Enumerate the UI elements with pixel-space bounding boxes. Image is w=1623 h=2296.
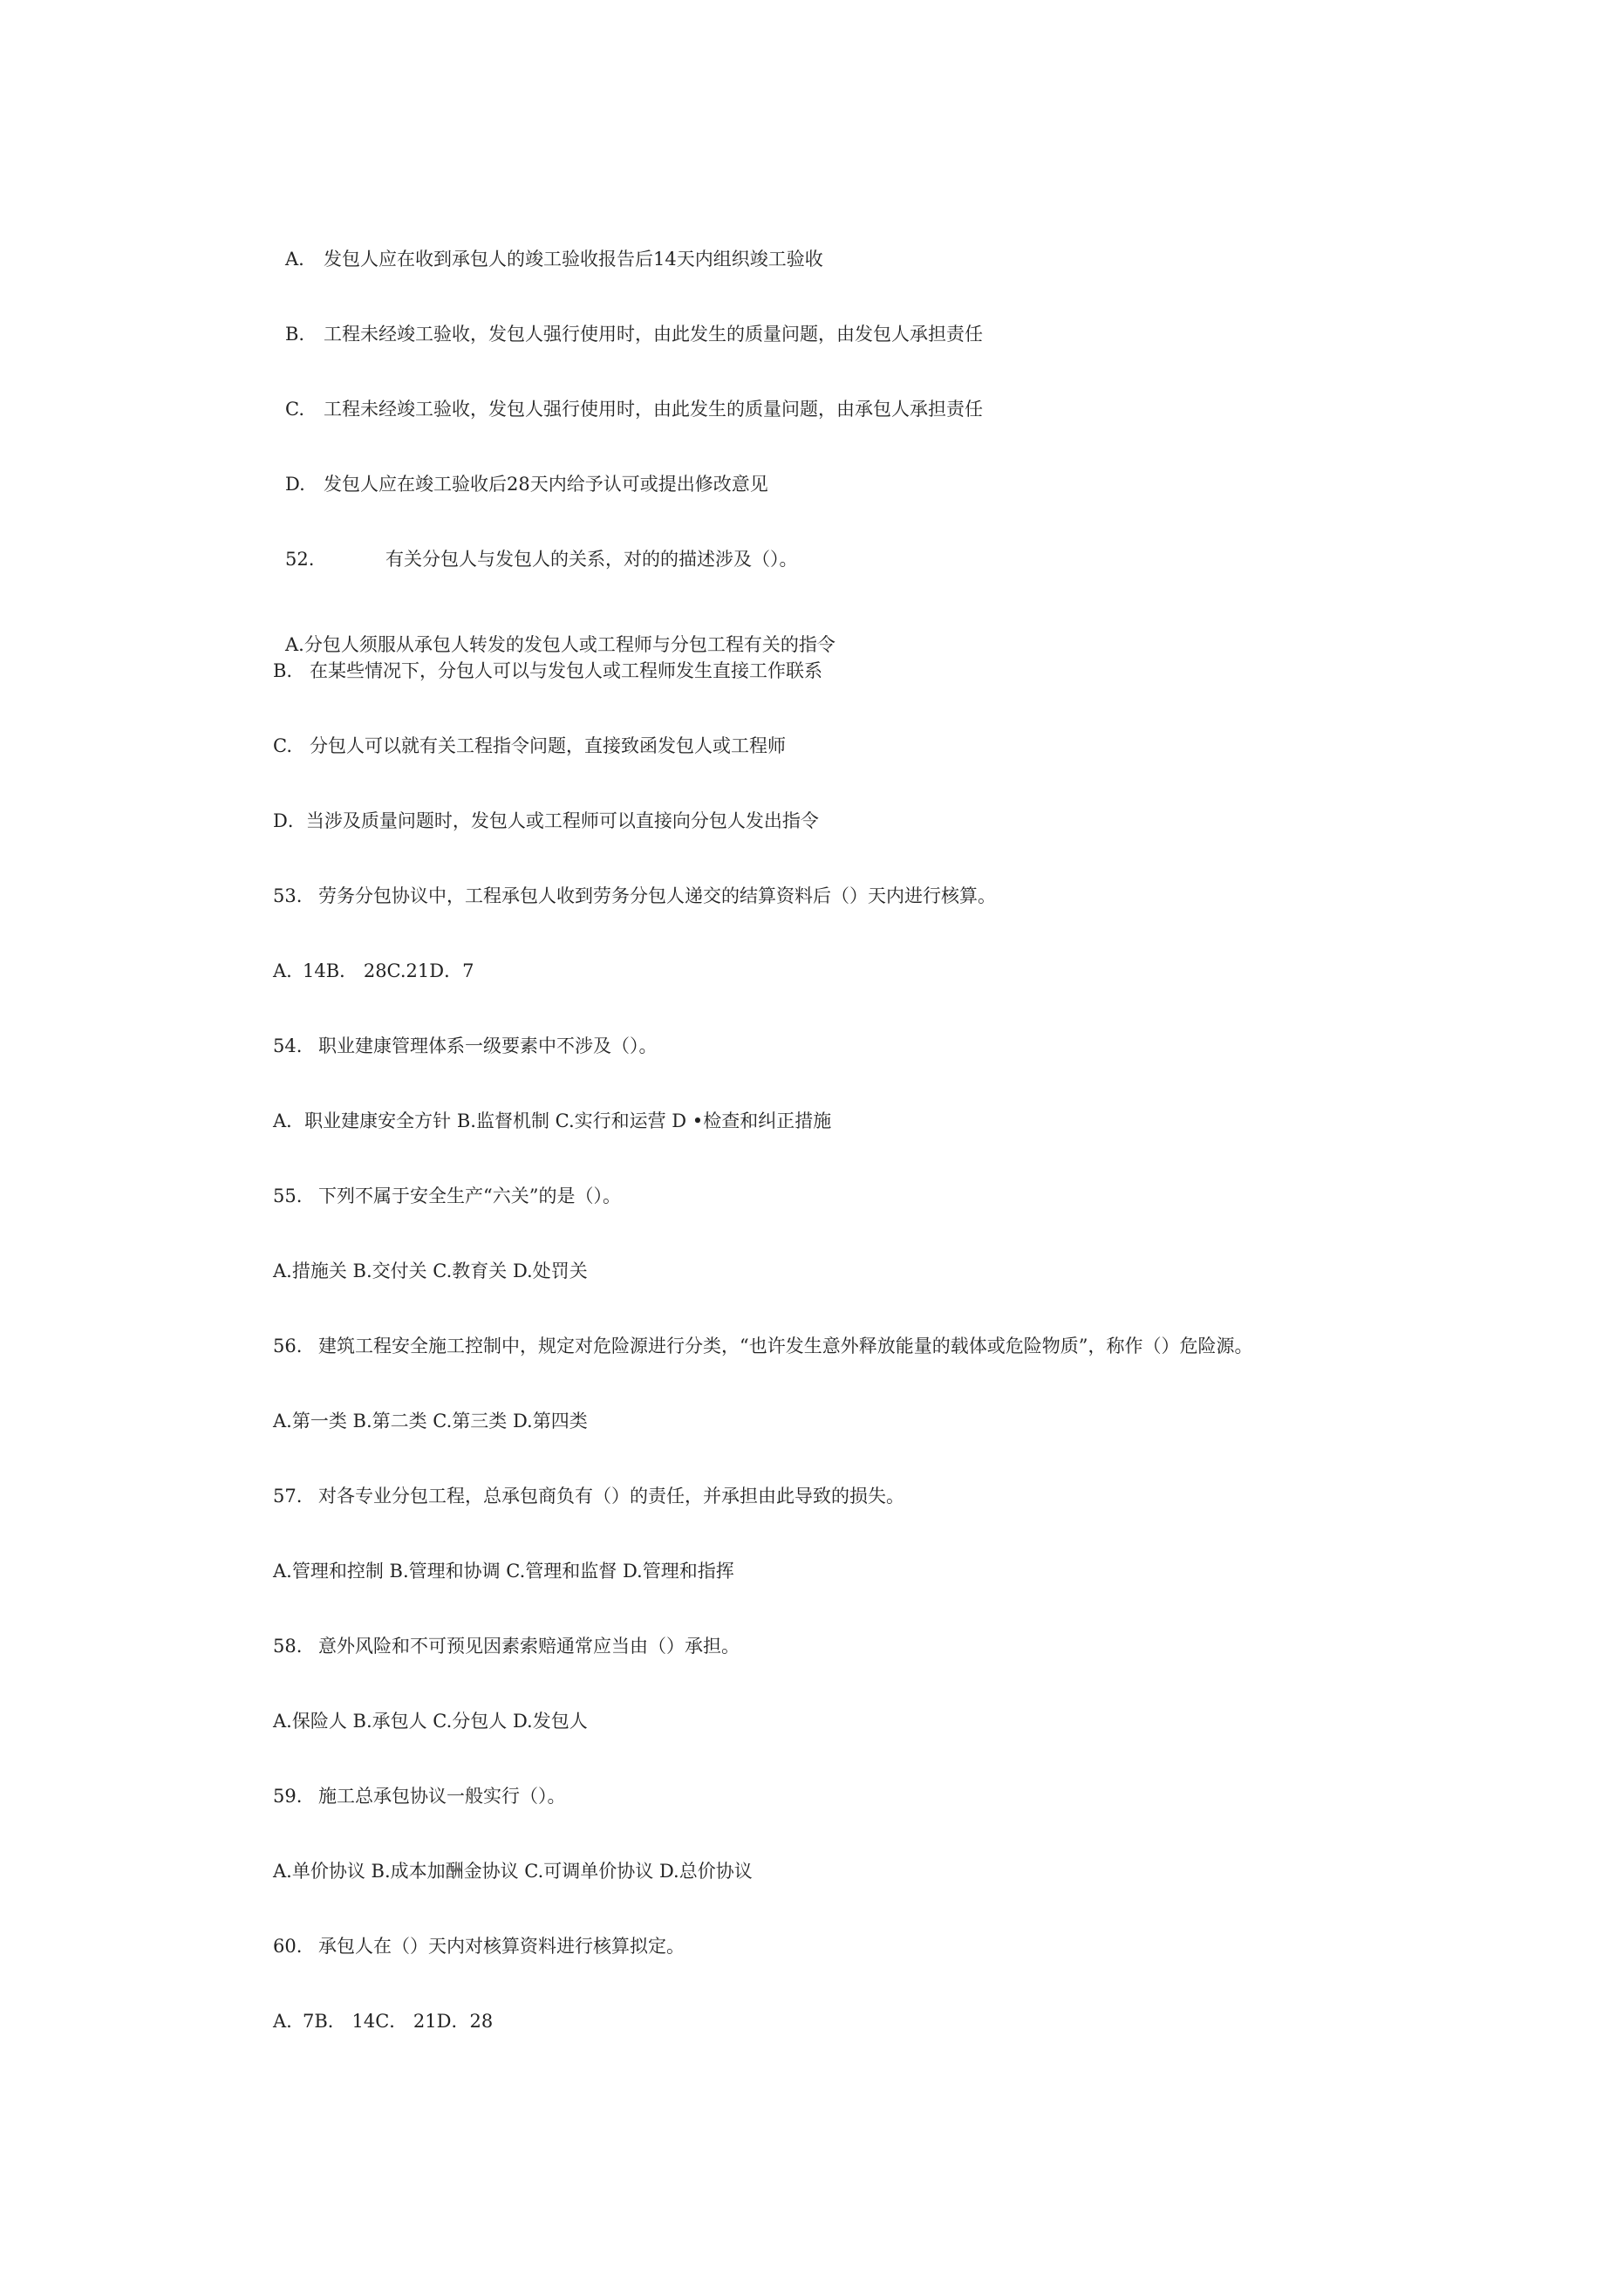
option-text: A.分包人须服从承包人转发的发包人或工程师与分包工程有关的指令: [285, 634, 835, 655]
option-label: B.: [285, 324, 305, 345]
question-line: [273, 1485, 904, 1507]
option-label: B.: [273, 660, 293, 681]
option-line: [273, 960, 474, 982]
question-text: 建筑工程安全施工控制中，规定对危险源进行分类，“也许发生意外释放能量的载体或危险物质”，称作（）危险源。: [318, 1336, 1253, 1356]
question-number: 57.: [273, 1486, 303, 1507]
option-line: [273, 810, 819, 832]
question-line: [273, 1935, 685, 1958]
option-text: 工程未经竣工验收，发包人强行使用时，由此发生的质量问题，由承包人承担责任: [324, 399, 983, 420]
option-text: A.保险人 B.承包人 C.分包人 D.发包人: [273, 1711, 588, 1732]
option-line: [273, 1410, 588, 1432]
option-line: [273, 1560, 734, 1582]
question-number: 52.: [285, 549, 315, 570]
option-line: [273, 2010, 493, 2033]
question-text: 劳务分包协议中，工程承包人收到劳务分包人递交的结算资料后（）天内进行核算。: [318, 885, 996, 906]
option-label: C.: [273, 735, 292, 756]
question-number: 55.: [273, 1186, 303, 1206]
question-number: 53.: [273, 885, 303, 906]
option-line: [273, 1710, 588, 1732]
option-line: [285, 398, 983, 420]
option-text: A.第一类 B.第二类 C.第三类 D.第四类: [273, 1411, 588, 1432]
question-text: 对各专业分包工程，总承包商负有（）的责任，并承担由此导致的损失。: [318, 1486, 904, 1507]
option-label: A.: [285, 249, 304, 270]
option-text: A.管理和控制 B.管理和协调 C.管理和监督 D.管理和指挥: [273, 1561, 734, 1582]
option-text: A．职业建康安全方针 B.监督机制 C.实行和运营 D •检查和纠正措施: [273, 1110, 832, 1131]
option-text: D．当涉及质量问题时，发包人或工程师可以直接向分包人发出指令: [273, 810, 819, 831]
option-line: [285, 473, 768, 495]
question-number: 60.: [273, 1936, 303, 1957]
option-label: A.: [273, 2011, 292, 2032]
question-text: 施工总承包协议一般实行（）。: [318, 1786, 566, 1807]
option-line: [285, 323, 983, 345]
option-text: 工程未经竣工验收，发包人强行使用时，由此发生的质量问题，由发包人承担责任: [324, 324, 983, 345]
question-text: 职业建康管理体系一级要素中不涉及（）。: [318, 1035, 658, 1056]
option-text: 7B． 14C． 21D．28: [303, 2011, 494, 2032]
option-line: [273, 659, 822, 682]
question-text: 有关分包人与发包人的关系，对的的描述涉及（）。: [385, 549, 798, 570]
option-text: 14B． 28C.21D．7: [303, 960, 474, 981]
option-line: [285, 248, 823, 270]
question-number: 58.: [273, 1636, 303, 1657]
option-text: A.措施关 B.交付关 C.教育关 D.处罚关: [273, 1261, 588, 1281]
question-line: [273, 885, 996, 907]
question-line: [273, 1185, 621, 1207]
option-text: A.单价协议 B.成本加酬金协议 C.可调单价协议 D.总价协议: [273, 1861, 753, 1882]
question-line: [273, 1785, 566, 1807]
option-line: [273, 1260, 588, 1282]
question-line: [285, 548, 798, 571]
option-text: 发包人应在竣工验收后28天内给予认可或提出修改意见: [324, 474, 768, 495]
option-text: 发包人应在收到承包人的竣工验收报告后14天内组织竣工验收: [324, 249, 823, 270]
question-text: 意外风险和不可预见因素索赔通常应当由（）承担。: [318, 1636, 740, 1657]
question-number: 59.: [273, 1786, 303, 1807]
question-text: 下列不属于安全生产“六关”的是（）。: [318, 1186, 621, 1206]
question-number: 54.: [273, 1035, 303, 1056]
option-text: 分包人可以就有关工程指令问题，直接致函发包人或工程师: [310, 735, 786, 756]
option-line: [285, 633, 835, 656]
option-line: [273, 1860, 753, 1883]
question-number: 56.: [273, 1336, 303, 1356]
option-label: D.: [285, 474, 305, 495]
question-text: 承包人在（）天内对核算资料进行核算拟定。: [318, 1936, 685, 1957]
question-line: [273, 1335, 1252, 1357]
question-line: [273, 1035, 658, 1057]
option-line: [273, 735, 786, 757]
question-line: [273, 1635, 740, 1657]
option-label: A.: [273, 960, 292, 981]
option-label: C.: [285, 399, 304, 420]
option-line: [273, 1110, 831, 1132]
option-text: 在某些情况下，分包人可以与发包人或工程师发生直接工作联系: [310, 660, 822, 681]
